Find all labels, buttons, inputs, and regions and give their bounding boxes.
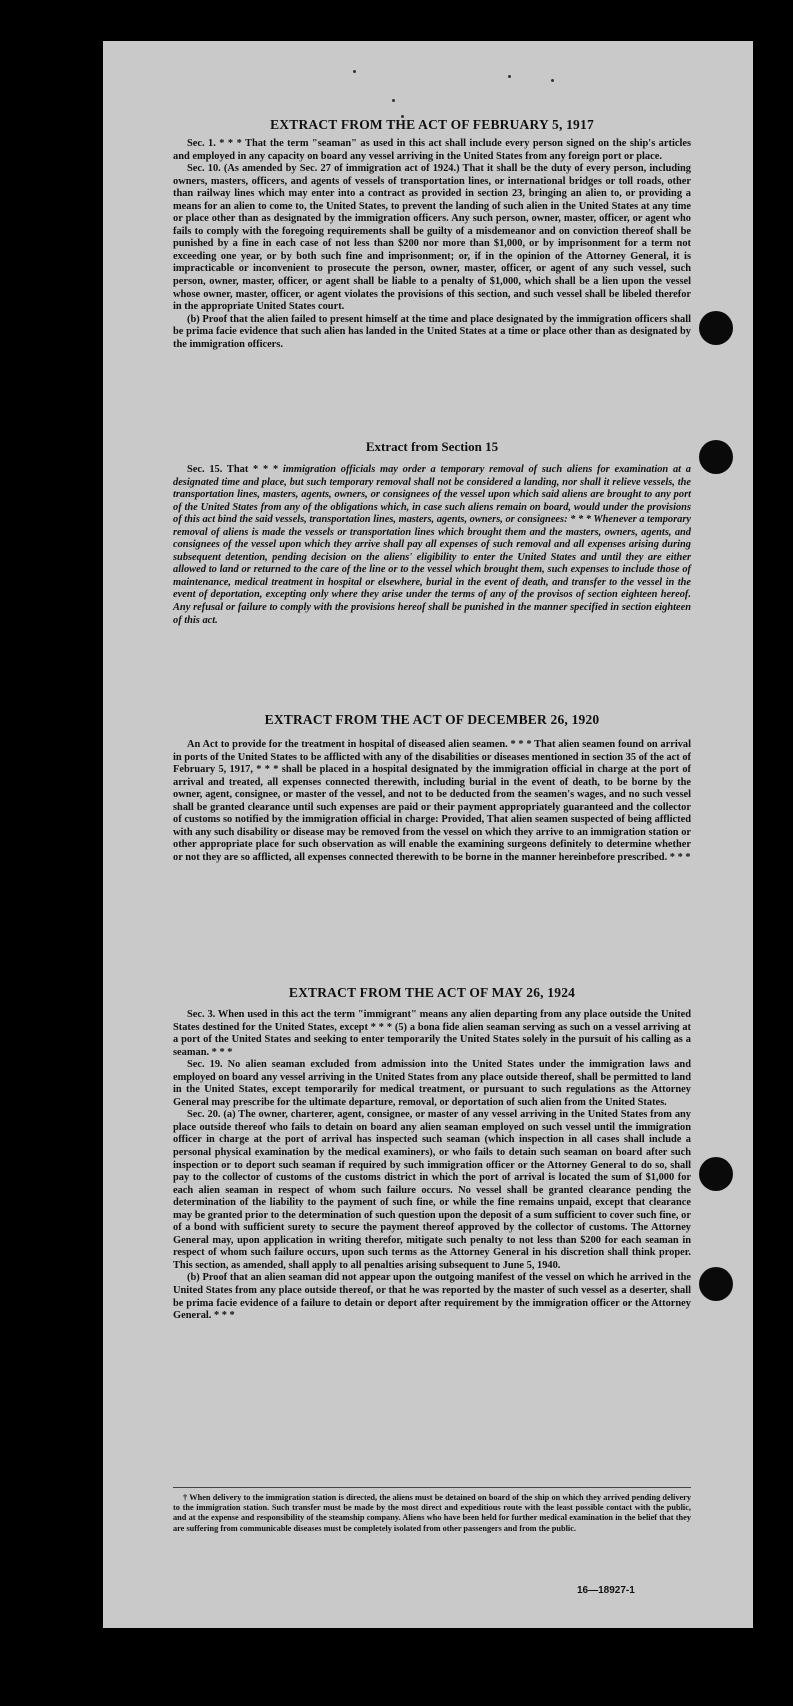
punch-hole [699, 311, 733, 345]
section-15-lead: Sec. 15. That * * * [187, 464, 279, 475]
extract-title-1917: EXTRACT FROM THE ACT OF FEBRUARY 5, 1917 [270, 117, 594, 132]
section-15-body [173, 464, 691, 627]
section-15-heading: Extract from Section 15 [365, 439, 499, 454]
section-15-text: immigration officials may order a temporary removal of such aliens for examination at a designated time and place, but such temporary removal shall not be considered a landing, nor shall it relieve vessels, the transportation lines, masters, agents, owners, or consignees of the vessel upon which said aliens are brought to any port of the United States from any of the obligations which, in case such aliens remain on board, would under the provisions of this act bind the said vessels, transportation lines, masters, agents, owners, or consignees: * * * Whenever a temporary removal of aliens is made the vessels or transportation lines which brought them and the masters, owners, agents, and consignees of the vessel upon which they arrive shall pay all expenses of such removal and all expenses arising during subsequent detention, pending decision on the aliens' eligibility to enter the United States and until they are either allowed to land or returned to the care of the line or to the vessel which brought them, such expenses to include those of maintenance, medical treatment in hospital or elsewhere, burial in the event of death, and transfer to the vessel in the event of deportation, excepting only where they arise under the terms of any of the provisos of section eighteen hereof. Any refusal or failure to comply with the provisions hereof shall be punished in the manner specified in section eighteen of this act. [173, 464, 691, 626]
section-19-paragraph: Sec. 19. No alien seaman excluded from admission into the United States under the immigration laws and employed on board any vessel arriving in the United States from any place outside thereof, shall be permitted to land in the United States, except temporarily for medical treatment, or pursuant to such regulations as the Attorney General may prescribe for the ultimate departure, removal, or deportation of such alien from the United States. [173, 1059, 691, 1108]
punch-hole [699, 1267, 733, 1301]
footnote-text: † When delivery to the immigration station is directed, the aliens must be detained on board of the ship on which they arrived pending delivery to the immigration station. Such transfer must be made by the most direct and expeditious route with the least possible contact with the public, and at the expense and responsibility of the steamship company. Aliens who have been held for further medical examination in the belief that they are suffering from communicable diseases must be completely isolated from other passengers and from the public. [173, 1493, 691, 1533]
act-1920-paragraph: An Act to provide for the treatment in hospital of diseased alien seamen. * * * That alien seamen found on arrival in ports of the United States to be afflicted with any of the disabilities or diseases mentioned in section 35 of the act of February 5, 1917, * * * shall be placed in a hospital designated by the immigration official in charge at the port of arrival and treated, all expenses connected therewith, including burial in the event of death, to be borne by the owner, agent, consignee, or master of the vessel, and not to be deducted from the seamen's wages, and no such vessel shall be granted clearance until such expenses are paid or their payment appropriately guaranteed and the collector of customs so notified by the immigration official in charge: Provided, That alien seamen suspected of being afflicted with any such disability or disease may be removed from the vessel on which they arrive to an immigration station or other appropriate place for such observation as will enable the examining surgeons definitely to determine whether or not they are so afflicted, all expenses connected therewith to be borne in the manner hereinbefore prescribed. * * * [173, 739, 691, 863]
section-10-paragraph: Sec. 10. (As amended by Sec. 27 of immigration act of 1924.) That it shall be the duty of every person, including owners, masters, officers, and agents of vessels of transportation lines, or international bridges or toll roads, other than railway lines which may enter into a contract as provided in section 23, bringing an alien to, or providing a means for an alien to come to, the United States, to prevent the landing of such alien in the United States at any time or place other than as designated by the immigration officers. Any such person, owner, master, officer, or agent who fails to comply with the foregoing requirements shall be guilty of a misdemeanor and on conviction thereof shall be punished by a fine in each case of not less than $200 nor more than $1,000, or by imprisonment for a term not exceeding one year, or by both such fine and imprisonment; or, if in the opinion of the Attorney General, it is impracticable or inconvenient to prosecute the person, owner, master, officer, or agent of any such vessel, such person, owner, master, officer, or agent shall be liable to a penalty of $1,000, which shall be a lien upon the vessel whose owner, master, officer, or agent violates the provisions of this section, and such vessel shall be libeled therefor in the appropriate United States court. [173, 163, 691, 313]
footnote [173, 1493, 691, 1534]
extract-1917-body [173, 138, 691, 351]
section-3-paragraph: Sec. 3. When used in this act the term "immigrant" means any alien departing from any place outside the United States destined for the United States, except * * * (5) a bona fide alien seaman serving as such on a vessel arriving at a port of the United States and seeking to enter temporarily the United States solely in the pursuit of his calling as a seaman. * * * [173, 1009, 691, 1058]
punch-hole [699, 440, 733, 474]
section-20b-paragraph: (b) Proof that an alien seaman did not appear upon the outgoing manifest of the vessel on which he arrived in the United States from any place outside thereof, or that he was reported by the master of such vessel as a deserter, shall be prima facie evidence of a failure to detain or deport after requirement by the immigration officer or the Attorney General. * * * [173, 1272, 691, 1322]
extract-1920-body [173, 739, 691, 864]
extract-title-1920: EXTRACT FROM THE ACT OF DECEMBER 26, 1920 [264, 712, 600, 727]
section-20-paragraph: Sec. 20. (a) The owner, charterer, agent, consignee, or master of any vessel arriving in the United States from any place outside thereof who fails to detain on board any alien seaman employed on such vessel until the immigration officer in charge at the port of arrival has inspected such seaman (which inspection in all cases shall include a personal physical examination by the medical examiners), or who fails to detain such seaman on board after such inspection or to deport such seaman if required by such immigration officer or the Attorney General to do so, shall pay to the collector of customs of the customs district in which the port of arrival is located the sum of $1,000 for each alien seaman in respect of whom such failure occurs. No vessel shall be granted clearance pending the determination of the liability to the payment of such fine, or while the fine remains unpaid, except that clearance may be granted prior to the determination of such question upon the deposit of a sum sufficient to cover such fine, or of a bond with sufficient surety to secure the payment thereof approved by the collector of customs. The Attorney General may, upon application in writing therefor, mitigate such penalty to not less than $200 for each seaman in respect of whom such failure occurs, upon such terms as the Attorney General in his discretion shall think proper. This section, as amended, shall apply to all penalties arising subsequent to June 5, 1940. [173, 1109, 691, 1271]
extract-title-1924: EXTRACT FROM THE ACT OF MAY 26, 1924 [288, 985, 576, 1000]
document-page [103, 41, 753, 1628]
section-1-paragraph: Sec. 1. * * * That the term "seaman" as used in this act shall include every person signed on the ship's articles and employed in any capacity on board any vessel arriving in the United States from any foreign port or place. [173, 138, 691, 162]
form-number: 16—18927-1 [577, 1585, 635, 1596]
punch-hole [699, 1157, 733, 1191]
extract-1924-body [173, 1009, 691, 1323]
footnote-divider [173, 1487, 691, 1488]
section-10b-paragraph: (b) Proof that the alien failed to present himself at the time and place designated by the immigration officers shall be prima facie evidence that such alien has landed in the United States at a time or place other than as designated by the immigration officers. [173, 313, 691, 350]
